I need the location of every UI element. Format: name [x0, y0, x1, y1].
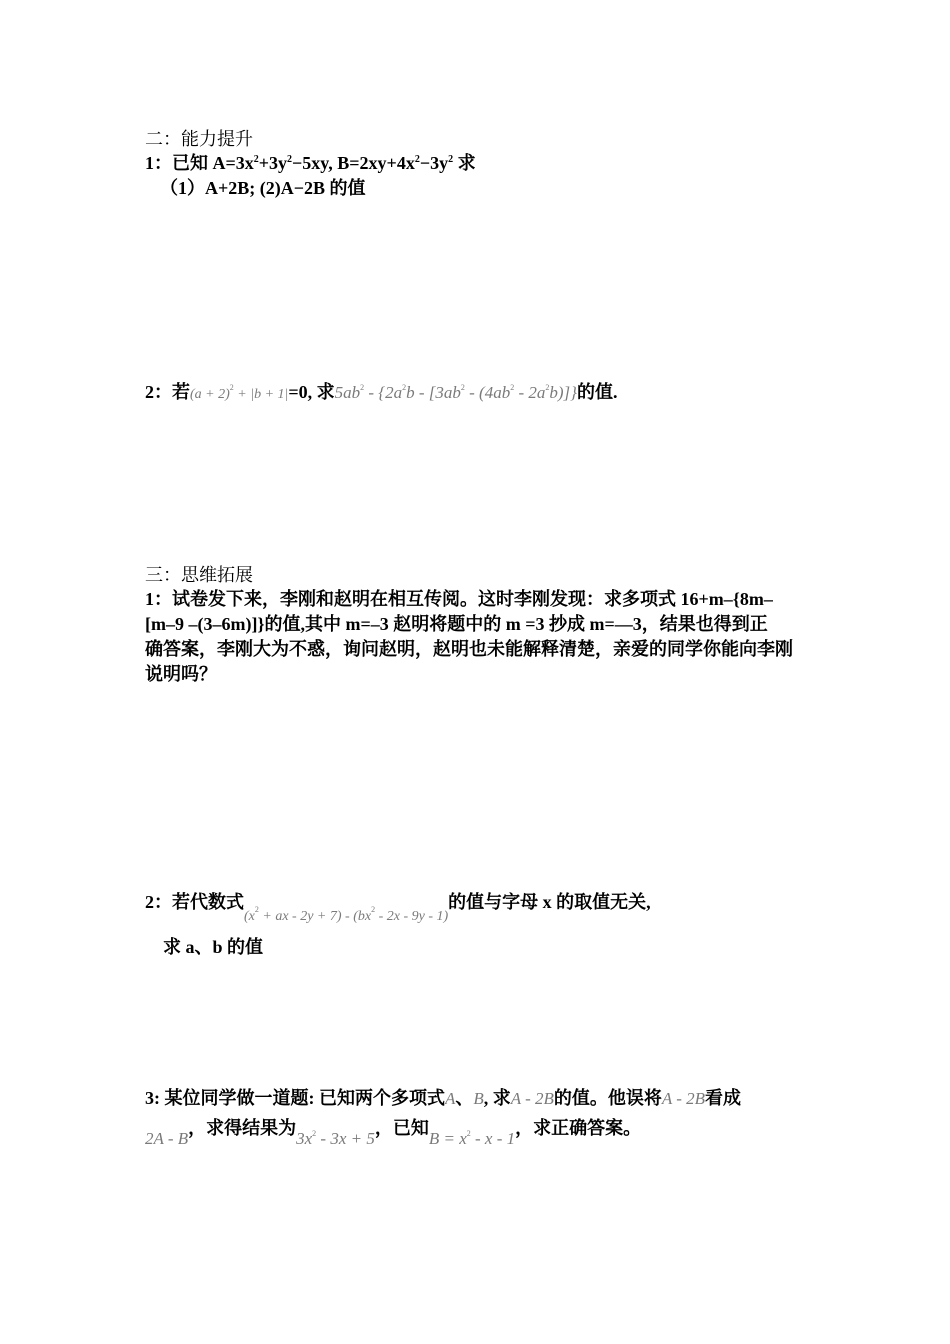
s3-q3-line2: 2A - B，求得结果为$3x^2 - 3x + 5$，已知$B = x^2 - x - 1$，求正确答案。: [145, 1118, 642, 1148]
s2-q2-condition: $(a + 2)^2 + |b + 1|$: [190, 383, 289, 402]
s3-question-1: 1：试卷发下来，李刚和赵明在相互传阅。这时李刚发现：求多项式 16+m–{8m– [m–9 –(3–6m)]}的值,其中 m=–3 赵明将题中的 m =3 抄成 m=—3，结果也得到正 确答案，李刚大为不惑，询问赵明，赵明也未能解释清楚，亲爱的同学你能向李刚 说明吗？: [145, 589, 793, 684]
s3-question-2: 2：若代数式$_{(x^2 + ax - 2y + 7) - (bx^2 - 2x - 9y - 1)}$的值与字母 x 的取值无关,: [145, 892, 651, 924]
s3-q2-line2: 求 a、b 的值: [163, 937, 264, 957]
s2-question-2: 2：若$(a + 2)^2 + |b + 1|=0$, 求$5ab^2 - \{2a^2b - [3ab^2 - (4ab^2 - 2a^2b)]\}$的值.: [145, 382, 618, 402]
s2-q2-expression: $5ab^2 - \{2a^2b - [3ab^2 - (4ab^2 - 2a^2b)]\}$: [334, 383, 577, 402]
section-2-heading: 二：能力提升: [145, 129, 253, 149]
s2-q1-prefix: 1：已知 A=3x: [145, 153, 254, 173]
s3-question-3: 3: 某位同学做一道题: 已知两个多项式A、B, 求A - 2B的值。他误将A - 2B看成: [145, 1088, 742, 1108]
s3-q2-expression: (x2 + ax - 2y + 7) - (bx2 - 2x - 9y - 1): [244, 905, 449, 924]
s3-q3-b-value: $B = x^2 - x - 1$: [428, 1129, 516, 1148]
s2-q1-parts: （1）A+2B; (2)A−2B 的值: [160, 178, 366, 198]
s2-question-1: 1：已知 $A=3x^2+3y^2-5xy$, $B=2xy+4x^2-3y^2$ 求: [145, 153, 476, 173]
s3-q3-result: $3x^2 - 3x + 5$: [296, 1129, 375, 1148]
section-3-heading: 三：思维拓展: [145, 565, 253, 585]
